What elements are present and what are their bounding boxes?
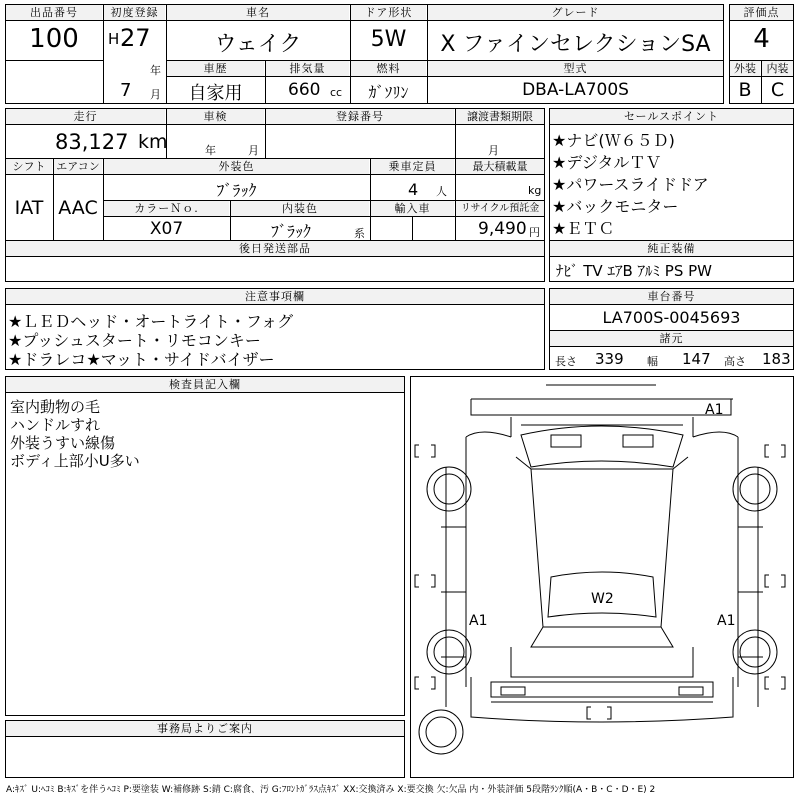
mark-rear-right: A1	[717, 613, 736, 629]
model-code-value: DBA-LA700S	[522, 80, 629, 100]
import-label: 輸入車	[371, 201, 454, 216]
aircon-label: エアコン	[54, 159, 102, 174]
first-reg-month: 7	[120, 80, 132, 101]
car-diagram	[411, 377, 793, 777]
chassis-no-value: LA700S-0045693	[602, 308, 741, 327]
genuine-equipment-value: ﾅﾋﾞ TV ｴｱB ｱﾙﾐ PS PW	[556, 262, 712, 280]
km-unit: km	[138, 131, 168, 153]
car-diagram-box	[410, 376, 794, 778]
sales-point-4: ★バックモニター	[552, 197, 679, 216]
width-label: 幅	[647, 355, 658, 368]
car-name-label: 車名	[167, 5, 349, 20]
inspector-note-1: 室内動物の毛	[10, 398, 101, 416]
chassis-no-label: 車台番号	[550, 289, 793, 304]
car-history-value: 自家用	[188, 83, 243, 104]
sales-point-5: ★ＥＴＣ	[552, 219, 615, 238]
delivery-parts-label: 後日発送部品	[6, 241, 544, 256]
recycle-label: リサイクル預託金	[456, 201, 544, 216]
recycle-value: 9,490	[478, 219, 527, 239]
door-type-label: ドア形状	[351, 5, 426, 20]
color-type-unit: 系	[354, 227, 365, 240]
fuel-label: 燃料	[351, 61, 426, 76]
width-value: 147	[682, 350, 711, 368]
score-value: 4	[753, 24, 770, 54]
color-no-label: カラーＮｏ.	[104, 201, 229, 216]
lot-no-value: 100	[29, 24, 79, 54]
inspector-note-3: 外装うすい線傷	[10, 434, 116, 452]
score-label: 評価点	[730, 5, 793, 20]
exterior-label: 外装	[730, 61, 760, 76]
max-load-label: 最大積載量	[456, 159, 544, 174]
note-1: ★ＬＥＤヘッド・オートライト・フォグ	[8, 312, 294, 331]
sales-point-1: ★ナビ(Ｗ６５Ｄ)	[552, 131, 675, 150]
cc-unit: cc	[330, 86, 343, 99]
interior-label: 内装	[762, 61, 793, 76]
car-history-label: 車歴	[167, 61, 264, 76]
model-code-label: 型式	[428, 61, 723, 76]
persons-unit: 人	[436, 185, 447, 198]
inspection-year-unit: 年	[205, 144, 216, 157]
shift-label: シフト	[6, 159, 52, 174]
height-value: 183	[762, 350, 791, 368]
note-2: ★プッシュスタート・リモコンキー	[8, 331, 261, 350]
kg-unit: kg	[528, 184, 542, 197]
first-reg-year: 27	[120, 24, 151, 52]
mark-center: W2	[591, 591, 614, 607]
grade-label: グレード	[428, 5, 723, 20]
sales-points-label: セールスポイント	[550, 109, 793, 124]
displacement-label: 排気量	[266, 61, 349, 76]
sales-point-2: ★デジタルＴＶ	[552, 153, 662, 172]
shift-value: IAT	[14, 197, 44, 219]
transfer-month-unit: 月	[488, 144, 499, 157]
interior-grade: C	[770, 79, 785, 101]
mileage-value: 83,127	[55, 130, 129, 154]
legend-text: A:ｷｽﾞ U:ﾍｺﾐ B:ｷｽﾞを伴うﾍｺﾐ P:要塗装 W:補修跡 S:錆 C:腐食、汚 G:ﾌﾛﾝﾄｶﾞﾗｽ点ｷｽﾞ XX:交換済み X:要交換 欠:欠品 内・外装評価 5段階ﾗﾝｸ順(A・B・C・D・E) 2	[6, 785, 656, 795]
genuine-equipment-label: 純正装備	[550, 241, 793, 256]
first-reg-label: 初度登録	[104, 5, 165, 20]
mileage-label: 走行	[6, 109, 165, 124]
first-reg-era: H	[108, 30, 120, 48]
specs-label: 諸元	[550, 331, 793, 346]
month-unit: 月	[150, 88, 161, 101]
transfer-deadline-label: 譲渡書類期限	[456, 109, 544, 124]
fuel-value: ｶﾞｿﾘﾝ	[368, 83, 409, 102]
length-value: 339	[595, 350, 624, 368]
lot-no-label: 出品番号	[6, 5, 102, 20]
ext-color-label: 外装色	[104, 159, 369, 174]
inspector-note-4: ボディ上部小U多い	[10, 452, 140, 470]
length-label: 長さ	[555, 355, 577, 368]
mark-front-right: A1	[705, 402, 724, 418]
car-name-value: ウェイク	[214, 32, 302, 57]
height-label: 高さ	[724, 355, 746, 368]
capacity-value: 4	[408, 180, 419, 199]
inspection-month-unit: 月	[248, 144, 259, 157]
capacity-label: 乗車定員	[371, 159, 454, 174]
inspector-notes-label: 検査員記入欄	[6, 377, 404, 392]
yen-unit: 円	[529, 226, 540, 239]
inspection-label: 車検	[167, 109, 264, 124]
year-unit: 年	[150, 64, 161, 77]
mark-rear-left: A1	[469, 613, 488, 629]
exterior-grade: B	[738, 79, 752, 101]
int-color-label: 内装色	[231, 201, 369, 216]
inspector-note-2: ハンドルすれ	[10, 416, 101, 434]
ext-color-value: ﾌﾞﾗｯｸ	[216, 181, 257, 200]
displacement-value: 660	[288, 80, 321, 100]
sales-point-3: ★パワースライドドア	[552, 175, 709, 194]
reg-no-label: 登録番号	[266, 109, 454, 124]
aircon-value: AAC	[58, 197, 98, 219]
office-notes-label: 事務局よりご案内	[6, 721, 404, 736]
color-no-value: X07	[149, 219, 184, 239]
note-3: ★ドラレコ★マット・サイドバイザー	[8, 350, 275, 369]
int-color-value: ﾌﾞﾗｯｸ	[270, 222, 311, 241]
grade-value: X ファインセレクションSA	[440, 32, 711, 57]
door-type-value: 5W	[370, 27, 407, 52]
notes-label: 注意事項欄	[6, 289, 544, 304]
